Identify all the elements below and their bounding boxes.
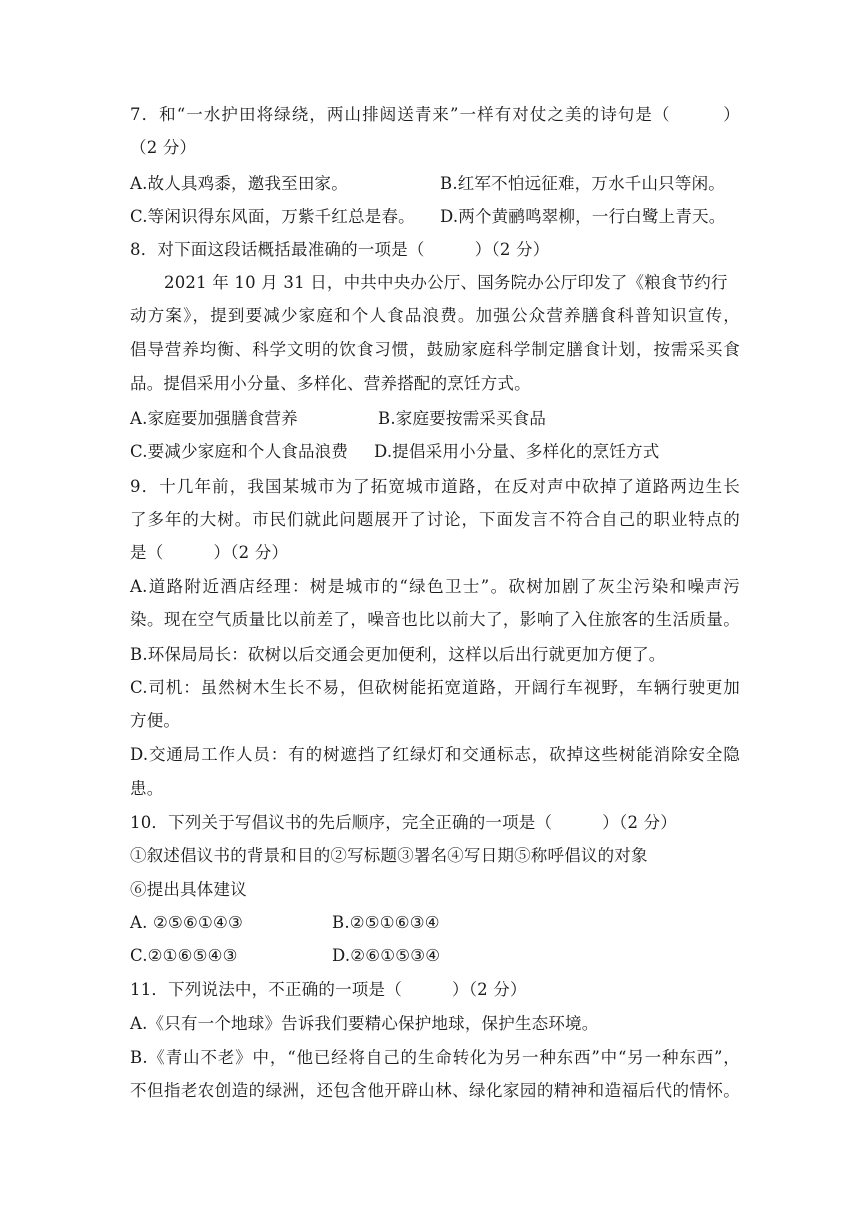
q9-option-b: B.环保局局长：砍树以后交通会更加便利，这样以后出行就更加方便了。 [130, 645, 666, 664]
q11-stem: 11．下列说法中，不正确的一项是（ ）（2 分） [130, 980, 527, 999]
q10-option-c: C.②①⑥⑤④③ [130, 946, 238, 965]
q9-option-c-line2: 方便。 [130, 711, 181, 730]
q8-options-row1 [130, 408, 740, 430]
q7-option-b: B.红军不怕远征难，万水千山只等闲。 [440, 174, 725, 193]
q10-options-row1 [130, 912, 740, 934]
q7-options-row1 [130, 173, 740, 195]
q10-items-line2: ⑥提出具体建议 [130, 880, 247, 899]
q9-option-a-line1: A.道路附近酒店经理：树是城市的“绿色卫士”。砍树加剧了灰尘污染和噪声污 [130, 577, 740, 596]
q10-items-line1: ①叙述倡议书的背景和目的②写标题③署名④写日期⑤称呼倡议的对象 [130, 846, 648, 865]
q7-option-a: A.故人具鸡黍，邀我至田家。 [130, 174, 348, 193]
q8-passage-line4: 品。提倡采用小分量、多样化、营养搭配的烹饪方式。 [130, 374, 531, 393]
q9-option-c-line1: C.司机：虽然树木生长不易，但砍树能拓宽道路，开阔行车视野，车辆行驶更加 [130, 678, 740, 697]
q9-option-d-line2: 患。 [130, 779, 164, 798]
q9-option-d-line1: D.交通局工作人员：有的树遮挡了红绿灯和交通标志，砍掉这些树能消除安全隐 [130, 745, 740, 764]
q8-passage-line3: 倡导营养均衡、科学文明的饮食习惯，鼓励家庭科学制定膳食计划，按需采买食 [130, 340, 740, 359]
q7-options-row2 [130, 206, 740, 228]
q11-option-b-line2: 不但指老农创造的绿洲，还包含他开辟山林、绿化家园的精神和造福后代的情怀。 [130, 1081, 740, 1100]
q9-option-a-line2: 染。现在空气质量比以前差了，噪音也比以前大了，影响了入住旅客的生活质量。 [130, 610, 740, 629]
q8-option-c: C.要减少家庭和个人食品浪费 [130, 442, 349, 461]
q10-stem: 10．下列关于写倡议书的先后顺序，完全正确的一项是（ ）（2 分） [130, 813, 677, 832]
q9-stem-line2: 了多年的大树。市民们就此问题展开了讨论，下面发言不符合自己的职业特点的 [130, 510, 740, 529]
q10-options-row2 [130, 945, 740, 967]
q11-option-b-line1: B.《青山不老》中，“他已经将自己的生命转化为另一种东西”中“另一种东西”， [130, 1048, 740, 1067]
q9-stem-line3: 是（ ）（2 分） [130, 543, 289, 562]
q11-option-a: A.《只有一个地球》告诉我们要精心保护地球，保护生态环境。 [130, 1014, 599, 1033]
q7-option-d: D.两个黄鹂鸣翠柳，一行白鹭上青天。 [440, 207, 726, 226]
q10-option-a: A. ②⑤⑥①④③ [130, 913, 243, 932]
q8-option-b: B.家庭要按需采买食品 [378, 409, 547, 428]
q10-option-b: B.②⑤①⑥③④ [332, 913, 440, 932]
q7-stem-line2: （2 分） [130, 138, 197, 157]
q8-option-a: A.家庭要加强膳食营养 [130, 409, 298, 428]
q8-passage-line2: 动方案》，提到要减少家庭和个人食品浪费。加强公众营养膳食科普知识宣传， [130, 306, 740, 325]
q8-option-d: D.提倡采用小分量、多样化的烹饪方式 [374, 442, 660, 461]
q8-passage-line1: 2021 年 10 月 31 日，中共中央办公厅、国务院办公厅印发了《粮食节约行 [164, 273, 728, 292]
q10-option-d: D.②⑥①⑤③④ [332, 946, 441, 965]
q9-stem-line1: 9．十几年前，我国某城市为了拓宽城市道路，在反对声中砍掉了道路两边生长 [130, 477, 740, 496]
q7-option-c: C.等闲识得东风面，万紫千红总是春。 [130, 207, 415, 226]
q7-stem-line1: 7．和“一水护田将绿绕，两山排闼送青来”一样有对仗之美的诗句是（ ） [130, 105, 740, 124]
q8-stem: 8．对下面这段话概括最准确的一项是（ ）（2 分） [130, 240, 550, 259]
q8-options-row2 [130, 441, 740, 463]
